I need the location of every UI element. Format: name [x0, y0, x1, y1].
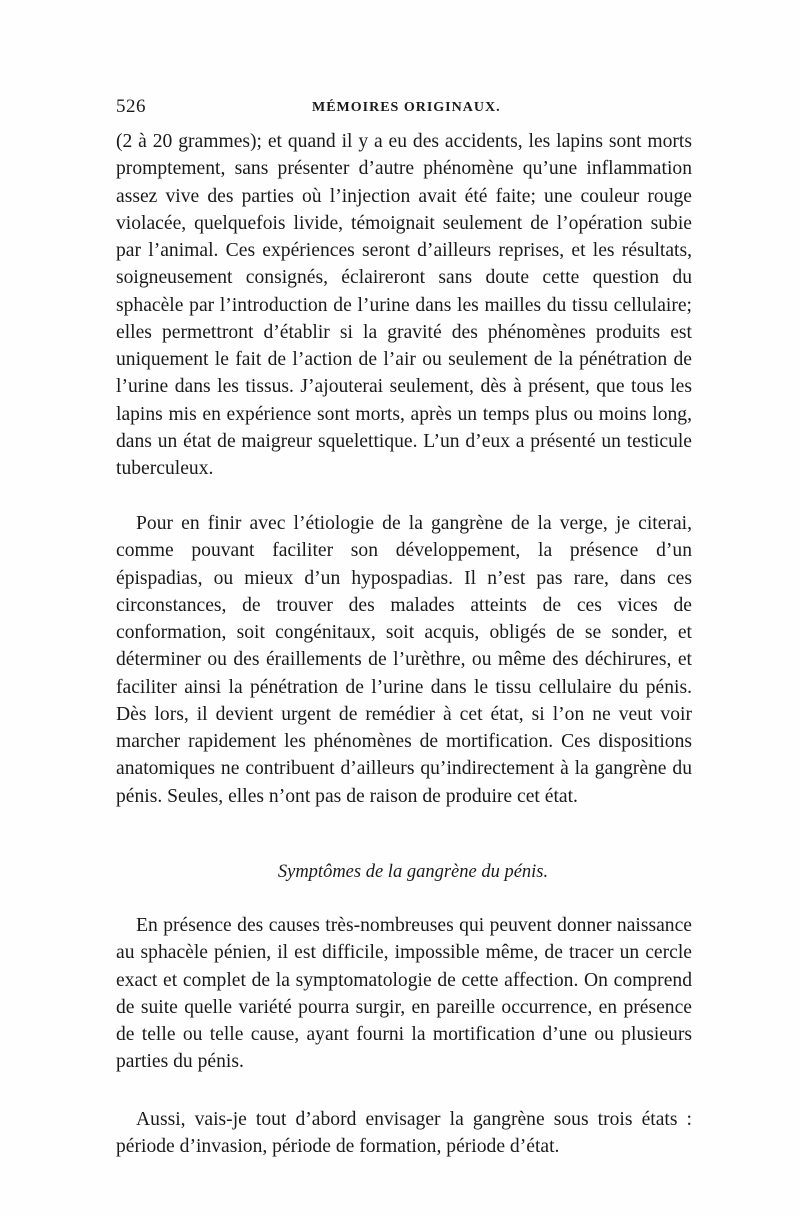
body-text-block-4	[116, 1106, 692, 1161]
page-number: 526	[116, 96, 146, 117]
paragraph-3: En présence des causes très-nombreuses qui peuvent donner naissance au sphacèle pénien, il est difficile, impossible même, de tracer un cercle exact et complet de la symptomatologie de cette affection. On comprend de suite quelle variété pourra surgir, en pareille occurrence, en présence de telle ou telle cause, ayant fourni la mortification d’une ou plusieurs parties du pénis.	[116, 915, 692, 1073]
body-text-block-1	[116, 128, 692, 482]
paragraph-1: (2 à 20 grammes); et quand il y a eu des accidents, les lapins sont morts promptement, sans présenter d’autre phénomène qu’une inflammation assez vive des parties où l’injection avait été faite; une couleur rouge violacée, quelquefois livide, témoignait seulement de l’opération subie par l’animal. Ces expériences seront d’ailleurs reprises, et les résultats, soigneusement consignés, éclaireront sans doute cette question du sphacèle par l’introduction de l’urine dans les mailles du tissu cellulaire; elles permettront d’établir si la gravité des phénomènes produits est uniquement le fait de l’action de l’air ou seulement de la pénétration de l’urine dans les tissus. J’ajouterai seulement, dès à présent, que tous les lapins mis en expérience sont morts, après un temps plus ou moins long, dans un état de maigreur squelettique. L’un d’eux a présenté un testicule tuberculeux.	[116, 131, 692, 479]
running-head: MÉMOIRES ORIGINAUX.	[312, 100, 501, 115]
paragraph-2: Pour en finir avec l’étiologie de la gangrène de la verge, je citerai, comme pouvant faciliter son développement, la présence d’un épispadias, ou mieux d’un hypospadias. Il n’est pas rare, dans ces circonstances, de trouver des malades atteints de ces vices de conformation, soit congénitaux, soit acquis, obligés de se sonder, et déterminer ou des éraillements de l’urèthre, ou même des déchirures, et faciliter ainsi la pénétration de l’urine dans le tissu cellulaire du pénis. Dès lors, il devient urgent de remédier à cet état, si l’on ne veut voir marcher rapidement les phénomènes de mortification. Ces dispositions anatomiques ne contribuent d’ailleurs qu’indirectement à la gangrène du pénis. Seules, elles n’ont pas de raison de produire cet état.	[116, 513, 692, 807]
page-header	[116, 96, 692, 122]
section-heading: Symptômes de la gangrène du pénis.	[277, 862, 549, 882]
body-text-block-2	[116, 510, 692, 810]
paragraph-4: Aussi, vais-je tout d’abord envisager la gangrène sous trois états : période d’invasion, période de formation, période d’état.	[116, 1109, 692, 1158]
body-text-block-3	[116, 912, 692, 1076]
